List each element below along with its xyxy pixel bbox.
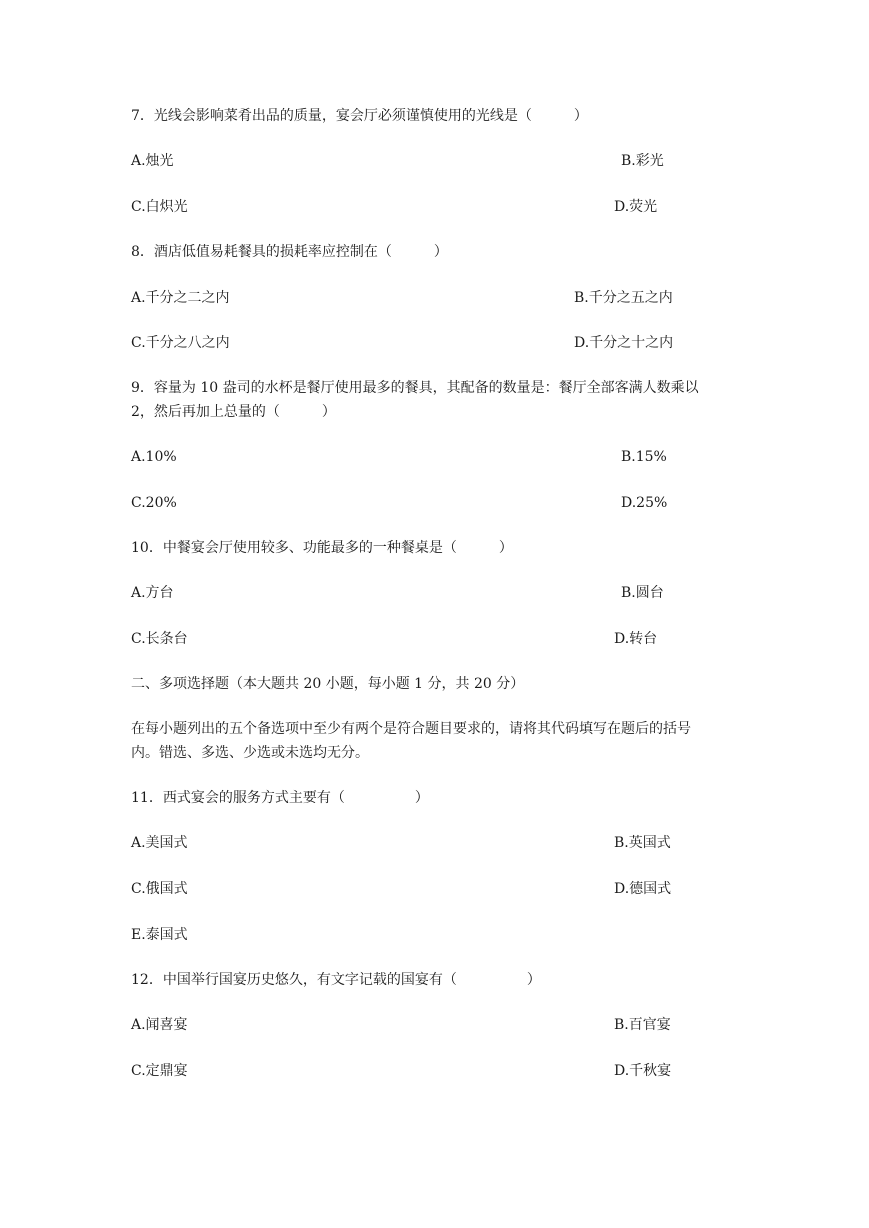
q8-option-a: A.千分之二之内 bbox=[131, 290, 230, 306]
q10-option-b: B.圆台 bbox=[621, 585, 664, 601]
q11-option-e: E.泰国式 bbox=[131, 927, 188, 943]
q7-option-d: D.荧光 bbox=[614, 199, 658, 215]
q8-option-d: D.千分之十之内 bbox=[574, 335, 674, 351]
q7-option-a: A.烛光 bbox=[131, 153, 174, 169]
q10-option-a: A.方台 bbox=[131, 585, 174, 601]
q9-option-a: A.10% bbox=[131, 449, 177, 465]
q9-option-b: B.15% bbox=[621, 449, 667, 465]
q9-option-d: D.25% bbox=[621, 495, 668, 511]
q12-option-c: C.定鼎宴 bbox=[131, 1063, 188, 1079]
q7-option-b: B.彩光 bbox=[621, 153, 664, 169]
question-12-stem: 12．中国举行国宴历史悠久，有文字记载的国宴有（ ） bbox=[131, 972, 541, 988]
q10-option-c: C.长条台 bbox=[131, 631, 188, 647]
q12-option-b: B.百官宴 bbox=[614, 1017, 671, 1033]
q11-option-b: B.英国式 bbox=[614, 835, 671, 851]
section-2-instructions-line2: 内。错选、多选、少选或未选均无分。 bbox=[131, 745, 369, 761]
q10-option-d: D.转台 bbox=[614, 631, 658, 647]
q11-option-a: A.美国式 bbox=[131, 835, 188, 851]
question-8-stem: 8．酒店低值易耗餐具的损耗率应控制在（ ） bbox=[131, 244, 448, 260]
q9-option-c: C.20% bbox=[131, 495, 177, 511]
question-7-stem: 7．光线会影响菜肴出品的质量，宴会厅必须谨慎使用的光线是（ ） bbox=[131, 108, 588, 124]
question-11-stem: 11．西式宴会的服务方式主要有（ ） bbox=[131, 790, 429, 806]
question-10-stem: 10．中餐宴会厅使用较多、功能最多的一种餐桌是（ ） bbox=[131, 540, 513, 556]
q7-option-c: C.白炽光 bbox=[131, 199, 188, 215]
question-9-stem-line2: 2，然后再加上总量的（ ） bbox=[131, 404, 336, 420]
q12-option-d: D.千秋宴 bbox=[614, 1063, 672, 1079]
q12-option-a: A.闻喜宴 bbox=[131, 1017, 188, 1033]
section-2-instructions-line1: 在每小题列出的五个备选项中至少有两个是符合题目要求的，请将其代码填写在题后的括号 bbox=[131, 721, 691, 737]
q11-option-d: D.德国式 bbox=[614, 881, 672, 897]
section-2-heading: 二、多项选择题（本大题共 20 小题，每小题 1 分，共 20 分） bbox=[131, 676, 525, 692]
q8-option-b: B.千分之五之内 bbox=[574, 290, 673, 306]
q11-option-c: C.俄国式 bbox=[131, 881, 188, 897]
question-9-stem-line1: 9．容量为 10 盎司的水杯是餐厅使用最多的餐具，其配备的数量是：餐厅全部客满人数乘以 bbox=[131, 380, 699, 396]
q8-option-c: C.千分之八之内 bbox=[131, 335, 230, 351]
